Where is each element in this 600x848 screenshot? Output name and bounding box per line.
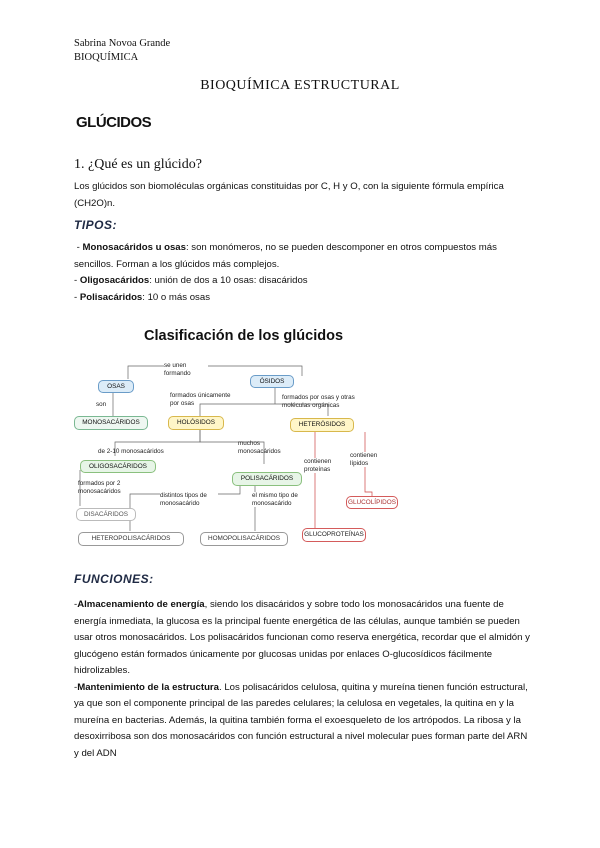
label-se-unen: se unen formando	[164, 362, 208, 377]
funcion-text: , siendo los disacáridos y sobre todo los monosacáridos una fuente de energía inmediata, la glucosa es la principal fuente energética de las células, aunque también se pueden usar otros monosacáridos. Los polisacáridos funcionan como reserva energética, recordar que el almidón y glucógeno están formados únicamente por glucosas unidas por enlaces O-glucosídicos fácilmente hidrolizables.	[74, 599, 530, 676]
node-glucolipidos: GLUCOLÍPIDOS	[346, 496, 398, 509]
funcion-item	[74, 680, 532, 763]
tipo-text: : unión de dos a 10 osas: disacáridos	[149, 275, 308, 286]
label-formados-por-2: formados por 2 monosacáridos	[78, 480, 121, 495]
label-distintos: distintos tipos de monosacárido	[160, 492, 218, 507]
node-glucoproteinas: GLUCOPROTEÍNAS	[302, 528, 366, 542]
tipo-label: Oligosacáridos	[79, 275, 150, 286]
label-muchos: muchos monosacáridos	[238, 440, 281, 455]
funcion-item	[74, 597, 532, 680]
node-disacaridos: DISACÁRIDOS	[76, 508, 136, 521]
tipos-heading: TIPOS:	[74, 218, 118, 232]
label-formados-unicamente: formados únicamente por osas	[170, 392, 231, 407]
funcion-prefix: -	[74, 681, 78, 693]
node-monosacaridos: MONOSACÁRIDOS	[74, 416, 148, 430]
tipo-label: Polisacáridos	[79, 291, 143, 303]
funcion-text: . Los polisacáridos celulosa, quitina y mureína tienen función estructural, ya que son el componente principal de las paredes celulares; la celulosa en vegetales, la quitina en y la mureína en bacterias. Además, la quitina también forma el exoesqueleto de los artrópodos. La ribosa y la desoxirribosa son dos monosacáridos con función estructural a nivel molecular pues forman parte del ARN y del ADN	[74, 681, 528, 759]
definition-paragraph: Los glúcidos son biomoléculas orgánicas constituidas por C, H y O, con la siguiente fórmula empírica (CH2O)n.	[74, 181, 504, 209]
document-title: BIOQUÍMICA ESTRUCTURAL	[200, 78, 400, 93]
funcion-label: Mantenimiento de la estructura	[77, 681, 220, 693]
label-son: son	[96, 401, 107, 408]
tipo-text: : 10 o más osas	[142, 291, 210, 303]
label-mismo: el mismo tipo de monosacárido	[252, 492, 314, 507]
tipo-item: - Polisacáridos: 10 o más osas	[74, 291, 210, 303]
subject-name: BIOQUÍMICA	[74, 52, 139, 63]
question-heading: 1. ¿Qué es un glúcido?	[74, 157, 202, 172]
label-de-2-10: de 2-10 monosacáridos	[98, 448, 164, 455]
classification-diagram	[60, 356, 396, 556]
funcion-prefix: -	[74, 599, 78, 610]
node-osas: OSAS	[98, 380, 134, 393]
funciones-list	[74, 597, 532, 762]
node-osidos: ÓSIDOS	[250, 375, 294, 388]
node-homopolisacaridos: HOMOPOLISACÁRIDOS	[200, 532, 288, 546]
node-oligosacaridos: OLIGOSACÁRIDOS	[80, 460, 156, 473]
node-holosidos: HOLÓSIDOS	[168, 416, 224, 430]
tipos-list	[74, 240, 534, 306]
label-contienen-proteinas: contienen proteínas	[304, 458, 336, 473]
author-name: Sabrina Novoa Grande	[74, 38, 171, 49]
label-formados-por-osas-otras: formados por osas y otras moléculas orgánicas	[282, 394, 355, 409]
node-polisacaridos: POLISACÁRIDOS	[232, 472, 302, 486]
label-contienen-lipidos: contienen lípidos	[350, 452, 382, 467]
funciones-heading: FUNCIONES:	[74, 572, 154, 586]
diagram-title: Clasificación de los glúcidos	[144, 328, 344, 344]
section-title: GLÚCIDOS	[76, 114, 152, 131]
node-heterosidos: HETERÓSIDOS	[290, 418, 354, 432]
funcion-label: Almacenamiento de energía	[77, 599, 205, 610]
node-heteropolisacaridos: HETEROPOLISACÁRIDOS	[78, 532, 184, 546]
tipo-item: - Monosacáridos u osas: son monómeros, no se pueden descomponer en otros compuestos más sencillos. Forman a los glúcidos más complejos.	[74, 242, 497, 270]
tipo-label: Monosacáridos u osas	[82, 242, 186, 253]
tipo-text: : son monómeros, no se pueden descomponer en otros compuestos más sencillos. Forman a los glúcidos más complejos.	[74, 242, 497, 270]
tipo-item: - Oligosacáridos: unión de dos a 10 osas: disacáridos	[74, 275, 308, 286]
